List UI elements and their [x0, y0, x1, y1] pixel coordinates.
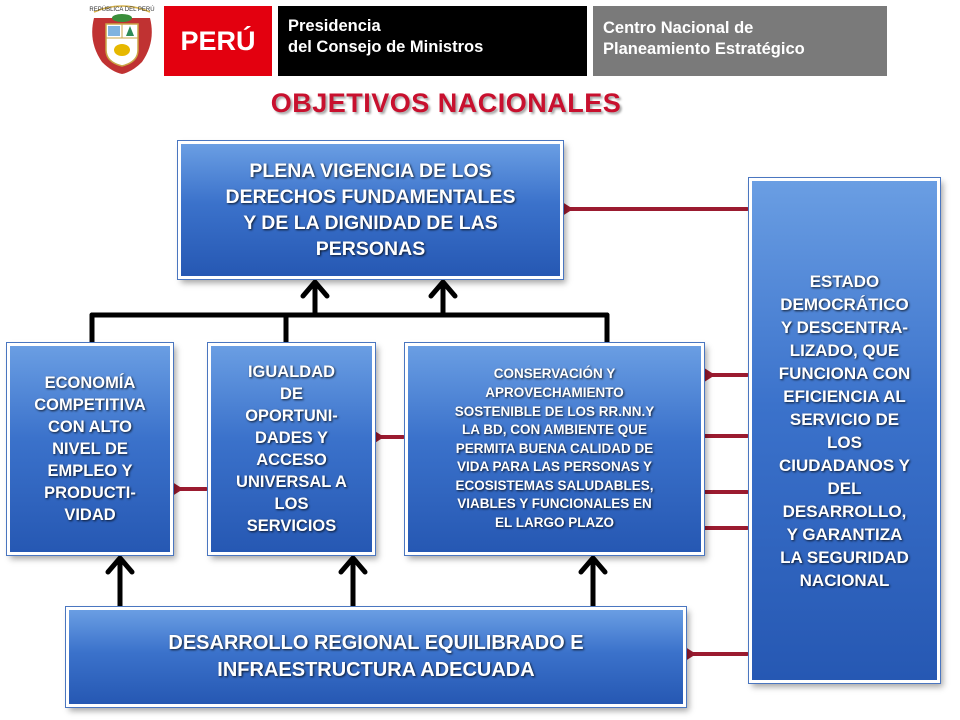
black-bracket — [92, 282, 607, 343]
box-line: DEL — [827, 478, 862, 498]
box-line: SOSTENIBLE DE LOS RR.NN.Y — [454, 403, 655, 419]
objective-igualdad-oportunidades — [208, 343, 375, 555]
box-line: OPORTUNI- — [245, 407, 338, 425]
box-line: LA BD, CON AMBIENTE QUE — [462, 422, 647, 438]
box-line: VIDA PARA LAS PERSONAS Y — [456, 459, 653, 475]
box-line: CONSERVACIÓN Y — [493, 366, 616, 382]
ceplan-line-1: Centro Nacional de — [603, 19, 754, 37]
box-line: ESTADO — [809, 271, 880, 291]
box-line: LIZADO, QUE — [789, 340, 900, 360]
box-line: PERSONAS — [315, 238, 426, 260]
objective-derechos-fundamentales — [178, 141, 563, 279]
box-line: CIUDADANOS Y — [779, 455, 910, 475]
black-up-arrows — [108, 558, 605, 607]
box-line: NIVEL DE — [52, 440, 128, 458]
box-line: ACCESO — [256, 451, 327, 469]
box-line: LOS — [827, 432, 862, 452]
ceplan-line-2: Planeamiento Estratégico — [603, 40, 805, 58]
box-line: IGUALDAD — [247, 363, 336, 381]
box-line: Y DE LA DIGNIDAD DE LAS — [243, 212, 498, 234]
pcm-line-1: Presidencia — [288, 17, 381, 35]
box-line: ECOSISTEMAS SALUDABLES, — [455, 477, 654, 493]
box-line: Y GARANTIZA — [786, 524, 903, 544]
box-line: PLENA VIGENCIA DE LOS — [249, 160, 492, 182]
box-line: DE — [280, 385, 303, 403]
box-line: Y DESCENTRA- — [780, 317, 909, 337]
box-line: UNIVERSAL A — [236, 473, 347, 491]
objective-economia-competitiva — [7, 343, 173, 555]
box-line: SERVICIOS — [246, 517, 337, 535]
box-line: LA SEGURIDAD — [780, 547, 909, 567]
box-line: LOS — [274, 495, 309, 513]
box-line: ECONOMÍA — [44, 374, 136, 392]
box-line: VIABLES Y FUNCIONALES EN — [457, 496, 652, 512]
objective-estado-democratico — [749, 178, 940, 683]
page-title: OBJETIVOS NACIONALES — [270, 88, 622, 118]
box-line: CON ALTO — [47, 418, 133, 436]
box-line: FUNCIONA CON — [778, 363, 911, 383]
box-line: DESARROLLO REGIONAL EQUILIBRADO E — [168, 632, 584, 654]
box-line: EL LARGO PLAZO — [494, 515, 614, 531]
box-line: DEMOCRÁTICO — [780, 294, 909, 314]
box-line: EMPLEO Y — [47, 462, 133, 480]
svg-text:REPÚBLICA DEL PERÚ: REPÚBLICA DEL PERÚ — [89, 7, 155, 13]
box-line: NACIONAL — [799, 570, 890, 590]
box-line: SERVICIO DE — [789, 409, 900, 429]
box-line: VIDAD — [64, 506, 116, 524]
objective-desarrollo-regional — [66, 607, 686, 707]
box-line: DERECHOS FUNDAMENTALES — [225, 186, 516, 208]
box-line: INFRAESTRUCTURA ADECUADA — [217, 659, 535, 681]
box-line: PERMITA BUENA CALIDAD DE — [455, 440, 654, 456]
box-line: APROVECHAMIENTO — [485, 384, 624, 400]
box-line: PRODUCTI- — [44, 484, 136, 502]
box-line: EFICIENCIA AL — [783, 386, 906, 406]
peru-label: PERÚ — [180, 25, 256, 56]
box-line: DADES Y — [254, 429, 329, 447]
objective-conservacion-recursos — [405, 343, 704, 555]
box-line: DESARROLLO, — [782, 501, 907, 521]
box-line: COMPETITIVA — [34, 396, 146, 414]
pcm-line-2: del Consejo de Ministros — [288, 38, 484, 56]
